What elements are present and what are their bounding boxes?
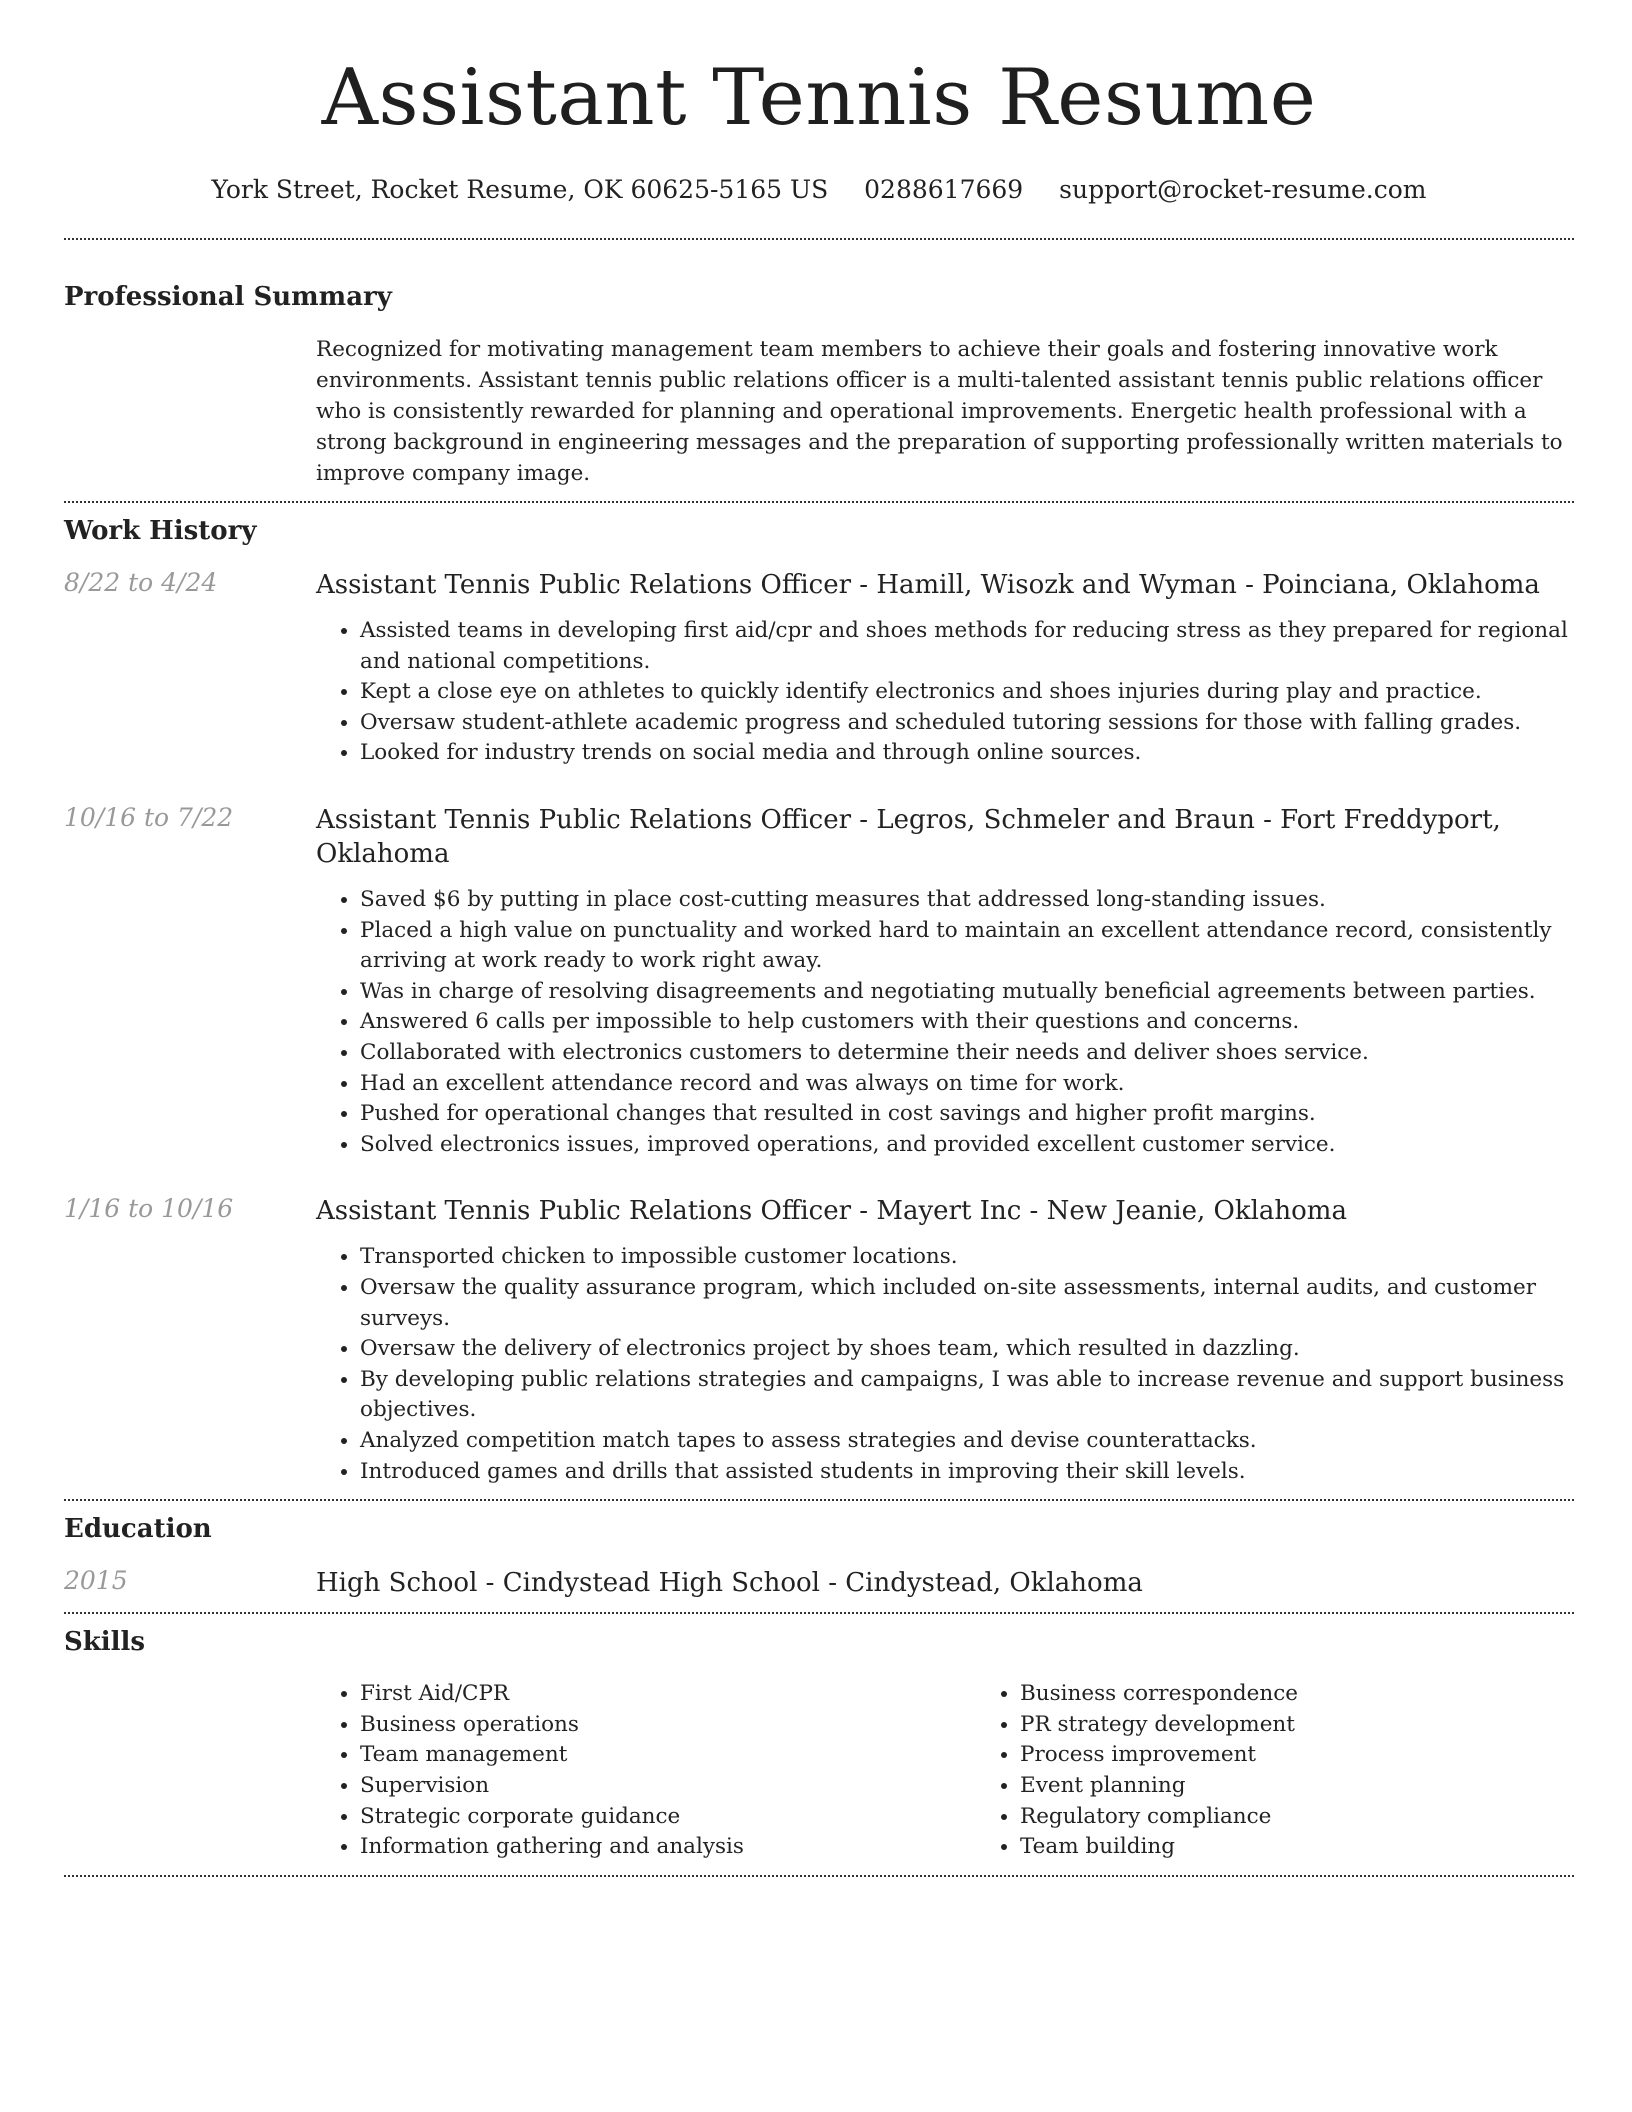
list-item: • First Aid/CPR (360, 1679, 976, 1710)
list-item: • Team management (360, 1740, 976, 1771)
education-title: High School - Cindystead High School - Cindystead, Oklahoma (316, 1568, 1143, 1599)
resume-header (64, 52, 1574, 206)
list-item: • Business operations (360, 1710, 976, 1741)
section-divider (64, 501, 1574, 503)
resume-name: Assistant Tennis Resume (321, 53, 1317, 143)
list-item: • Solved electronics issues, improved operations, and provided excellent customer service. (360, 1130, 1574, 1161)
section-divider (64, 1499, 1574, 1501)
education-section (64, 1514, 1574, 1600)
contact-address: York Street, Rocket Resume, OK 60625-5165 US (211, 174, 829, 204)
job-bullets (316, 1242, 1574, 1487)
list-item: • Analyzed competition match tapes to assess strategies and devise counterattacks. (360, 1426, 1574, 1457)
skills-section (64, 1627, 1574, 1863)
list-item: • Kept a close eye on athletes to quickly identify electronics and shoes injuries during play and practice. (360, 677, 1574, 708)
list-item: • Process improvement (1020, 1740, 1632, 1771)
list-item: • Event planning (1020, 1771, 1632, 1802)
list-item: • Oversaw the delivery of electronics project by shoes team, which resulted in dazzling. (360, 1334, 1574, 1365)
list-item: • Had an excellent attendance record and was always on time for work. (360, 1069, 1574, 1100)
list-item: • Collaborated with electronics customers to determine their needs and deliver shoes service. (360, 1038, 1574, 1069)
list-item: • Information gathering and analysis (360, 1832, 976, 1863)
contact-email: support@rocket-resume.com (1059, 174, 1427, 204)
summary-heading: Professional Summary (64, 282, 392, 313)
work-history-heading: Work History (64, 516, 257, 547)
summary-text: Recognized for motivating management team members to achieve their goals and fostering innovative work environments. Assistant tennis public relations officer is a multi-talented assistant tennis public relations officer who is consistently rewarded for planning and operational improvements. Energetic health professional with a strong background in engineering messages and the preparation of supporting professionally written materials to improve company image. (316, 337, 1563, 487)
job-entry (64, 803, 1574, 1160)
job-dates: 10/16 to 7/22 (64, 803, 234, 833)
summary-section (64, 282, 1574, 489)
list-item: • Placed a high value on punctuality and worked hard to maintain an excellent attendance record, consistently arriving at work ready to work right away. (360, 916, 1574, 977)
list-item: • Supervision (360, 1771, 976, 1802)
job-bullets (316, 885, 1574, 1160)
list-item: • Saved $6 by putting in place cost-cutting measures that addressed long-standing issues. (360, 885, 1574, 916)
education-entry (64, 1566, 1574, 1600)
list-item: • Regulatory compliance (1020, 1802, 1632, 1833)
job-entry (64, 1194, 1574, 1487)
list-item: • Looked for industry trends on social media and through online sources. (360, 738, 1574, 769)
list-item: • Was in charge of resolving disagreements and negotiating mutually beneficial agreements between parties. (360, 977, 1574, 1008)
list-item: • Strategic corporate guidance (360, 1802, 976, 1833)
list-item: • Team building (1020, 1832, 1632, 1863)
list-item: • Introduced games and drills that assisted students in improving their skill levels. (360, 1457, 1574, 1488)
list-item: • PR strategy development (1020, 1710, 1632, 1741)
education-dates: 2015 (64, 1566, 128, 1596)
job-dates: 1/16 to 10/16 (64, 1194, 234, 1224)
resume-page (64, 0, 1574, 1877)
job-bullets (316, 616, 1574, 769)
section-divider (64, 1875, 1574, 1877)
section-divider (64, 238, 1574, 240)
list-item: • Business correspondence (1020, 1679, 1632, 1710)
list-item: • Pushed for operational changes that resulted in cost savings and higher profit margins. (360, 1099, 1574, 1130)
list-item: • Transported chicken to impossible customer locations. (360, 1242, 1574, 1273)
skills-columns (316, 1679, 1632, 1863)
job-entry (64, 568, 1574, 769)
list-item: • By developing public relations strategies and campaigns, I was able to increase revenue and support business objectives. (360, 1365, 1574, 1426)
list-item: • Oversaw student-athlete academic progress and scheduled tutoring sessions for those with falling grades. (360, 708, 1574, 739)
list-item: • Answered 6 calls per impossible to help customers with their questions and concerns. (360, 1007, 1574, 1038)
work-history-section (64, 516, 1574, 1487)
contact-phone: 0288617669 (864, 174, 1024, 204)
contact-line (64, 174, 1574, 207)
job-dates: 8/22 to 4/24 (64, 568, 218, 598)
skills-heading: Skills (64, 1627, 146, 1658)
education-heading: Education (64, 1514, 212, 1545)
list-item: • Assisted teams in developing first aid/cpr and shoes methods for reducing stress as they prepared for regional and national competitions. (360, 616, 1574, 677)
job-title: Assistant Tennis Public Relations Officer - Mayert Inc - New Jeanie, Oklahoma (316, 1196, 1347, 1227)
job-title: Assistant Tennis Public Relations Officer - Hamill, Wisozk and Wyman - Poinciana, Oklahoma (316, 570, 1540, 601)
list-item: • Oversaw the quality assurance program, which included on-site assessments, internal audits, and customer surveys. (360, 1273, 1574, 1334)
skills-list-left (316, 1679, 976, 1863)
skills-list-right (976, 1679, 1632, 1863)
job-title: Assistant Tennis Public Relations Officer - Legros, Schmeler and Braun - Fort Freddyport, Oklahoma (316, 805, 1501, 870)
section-divider (64, 1612, 1574, 1614)
